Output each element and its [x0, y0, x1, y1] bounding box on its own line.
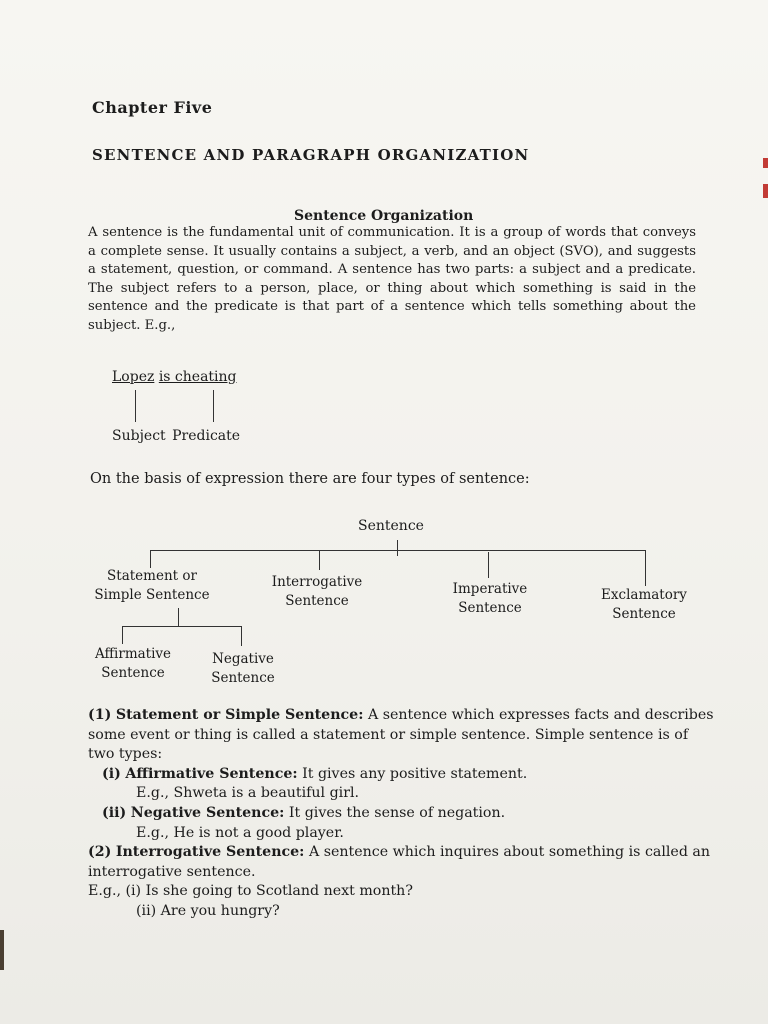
- example-sentence: [112, 369, 237, 385]
- chapter-title: Chapter Five: [92, 98, 213, 117]
- tree-connector: [122, 626, 123, 644]
- tree-node-imperative: [440, 580, 540, 618]
- sub-heading: Sentence Organization: [294, 208, 474, 224]
- tree-connector: [178, 608, 179, 626]
- tree-node-exclamatory: [592, 586, 696, 624]
- section-heading: SENTENCE AND PARAGRAPH ORGANIZATION: [92, 146, 530, 164]
- node-label: Statement or: [107, 568, 197, 584]
- item-number: (ii): [102, 804, 127, 821]
- sentence-types-explanation: [88, 706, 714, 922]
- example-labels: [112, 428, 240, 444]
- intro-paragraph: A sentence is the fundamental unit of communication. It is a group of words that conveys a complete sense. It usually contains a subject, a verb, and an object (SVO), and suggests a statement, question, or command. A sentence has two parts: a subject and a predicate. The subject refers to a person, place, or thing about which something is said in the sentence and the predicate is that part of a sentence which tells something about the subject. E.g.,: [88, 225, 696, 333]
- node-label: Interrogative: [271, 574, 363, 590]
- binding-shadow: [0, 930, 4, 970]
- interrogative-example-1: [88, 882, 714, 902]
- tree-connector: [319, 550, 320, 570]
- section-1-definition: A sentence which expresses facts and describes some event or thing is called a statement or simple sentence. Simple sentence is of two types:: [88, 707, 714, 763]
- example-text: Is she going to Scotland next month?: [145, 883, 413, 900]
- affirmative-example: E.g., Shweta is a beautiful girl.: [136, 785, 360, 802]
- node-label: Imperative: [452, 581, 528, 597]
- tree-node-interrogative: [262, 573, 372, 611]
- affirmative-text: It gives any positive statement.: [302, 765, 528, 782]
- item-number: (i): [102, 765, 121, 782]
- negative-term: Negative Sentence:: [130, 804, 285, 821]
- example-predicate: is cheating: [158, 369, 237, 385]
- example-text: Are you hungry?: [160, 902, 280, 919]
- types-intro: On the basis of expression there are four types of sentence:: [90, 471, 530, 487]
- interrogative-example-2: [88, 902, 714, 922]
- tree-connector: [488, 552, 489, 578]
- node-label: Sentence: [612, 606, 676, 622]
- tree-connector: [645, 550, 646, 586]
- section-1-paragraph: [88, 706, 714, 765]
- tree-connector: [122, 626, 242, 627]
- negative-example: E.g., He is not a good player.: [136, 824, 344, 841]
- node-label: Affirmative: [94, 646, 172, 662]
- item-number: (ii): [136, 902, 157, 919]
- negative-item: [88, 804, 714, 824]
- node-label: Sentence: [101, 665, 165, 681]
- tree-connector: [150, 550, 646, 551]
- section-1-term: Statement or Simple Sentence:: [115, 707, 364, 723]
- tree-connector: [397, 540, 398, 556]
- tree-root-node: Sentence: [358, 518, 424, 534]
- tree-connector: [241, 626, 242, 646]
- negative-text: It gives the sense of negation.: [288, 804, 506, 821]
- item-number: (i): [125, 883, 142, 900]
- predicate-label: Predicate: [172, 428, 241, 444]
- node-label: Exclamatory: [601, 587, 687, 603]
- subject-connector: [135, 390, 136, 422]
- subject-label: Subject: [112, 428, 166, 444]
- affirmative-item: [88, 765, 714, 785]
- example-subject: Lopez: [112, 369, 155, 385]
- tree-connector: [150, 550, 151, 568]
- tree-node-affirmative: [86, 645, 180, 683]
- tree-node-statement: [84, 567, 220, 605]
- section-2-paragraph: [88, 843, 714, 882]
- node-label: Negative: [212, 651, 274, 667]
- section-2-term: Interrogative Sentence:: [115, 844, 305, 861]
- predicate-connector: [213, 390, 214, 422]
- page-edge-mark: [763, 158, 768, 168]
- section-2-number: (2): [88, 844, 112, 861]
- eg-prefix: E.g.,: [88, 883, 121, 900]
- node-label: Sentence: [211, 670, 275, 686]
- section-2-definition: A sentence which inquires about something is called an interrogative sentence.: [88, 844, 711, 880]
- node-label: Sentence: [458, 600, 522, 616]
- page-edge-mark: [763, 184, 768, 198]
- node-label: Simple Sentence: [94, 587, 210, 603]
- node-label: Sentence: [285, 593, 349, 609]
- affirmative-term: Affirmative Sentence:: [125, 765, 298, 782]
- tree-node-negative: [204, 650, 282, 688]
- section-1-number: (1): [88, 707, 112, 723]
